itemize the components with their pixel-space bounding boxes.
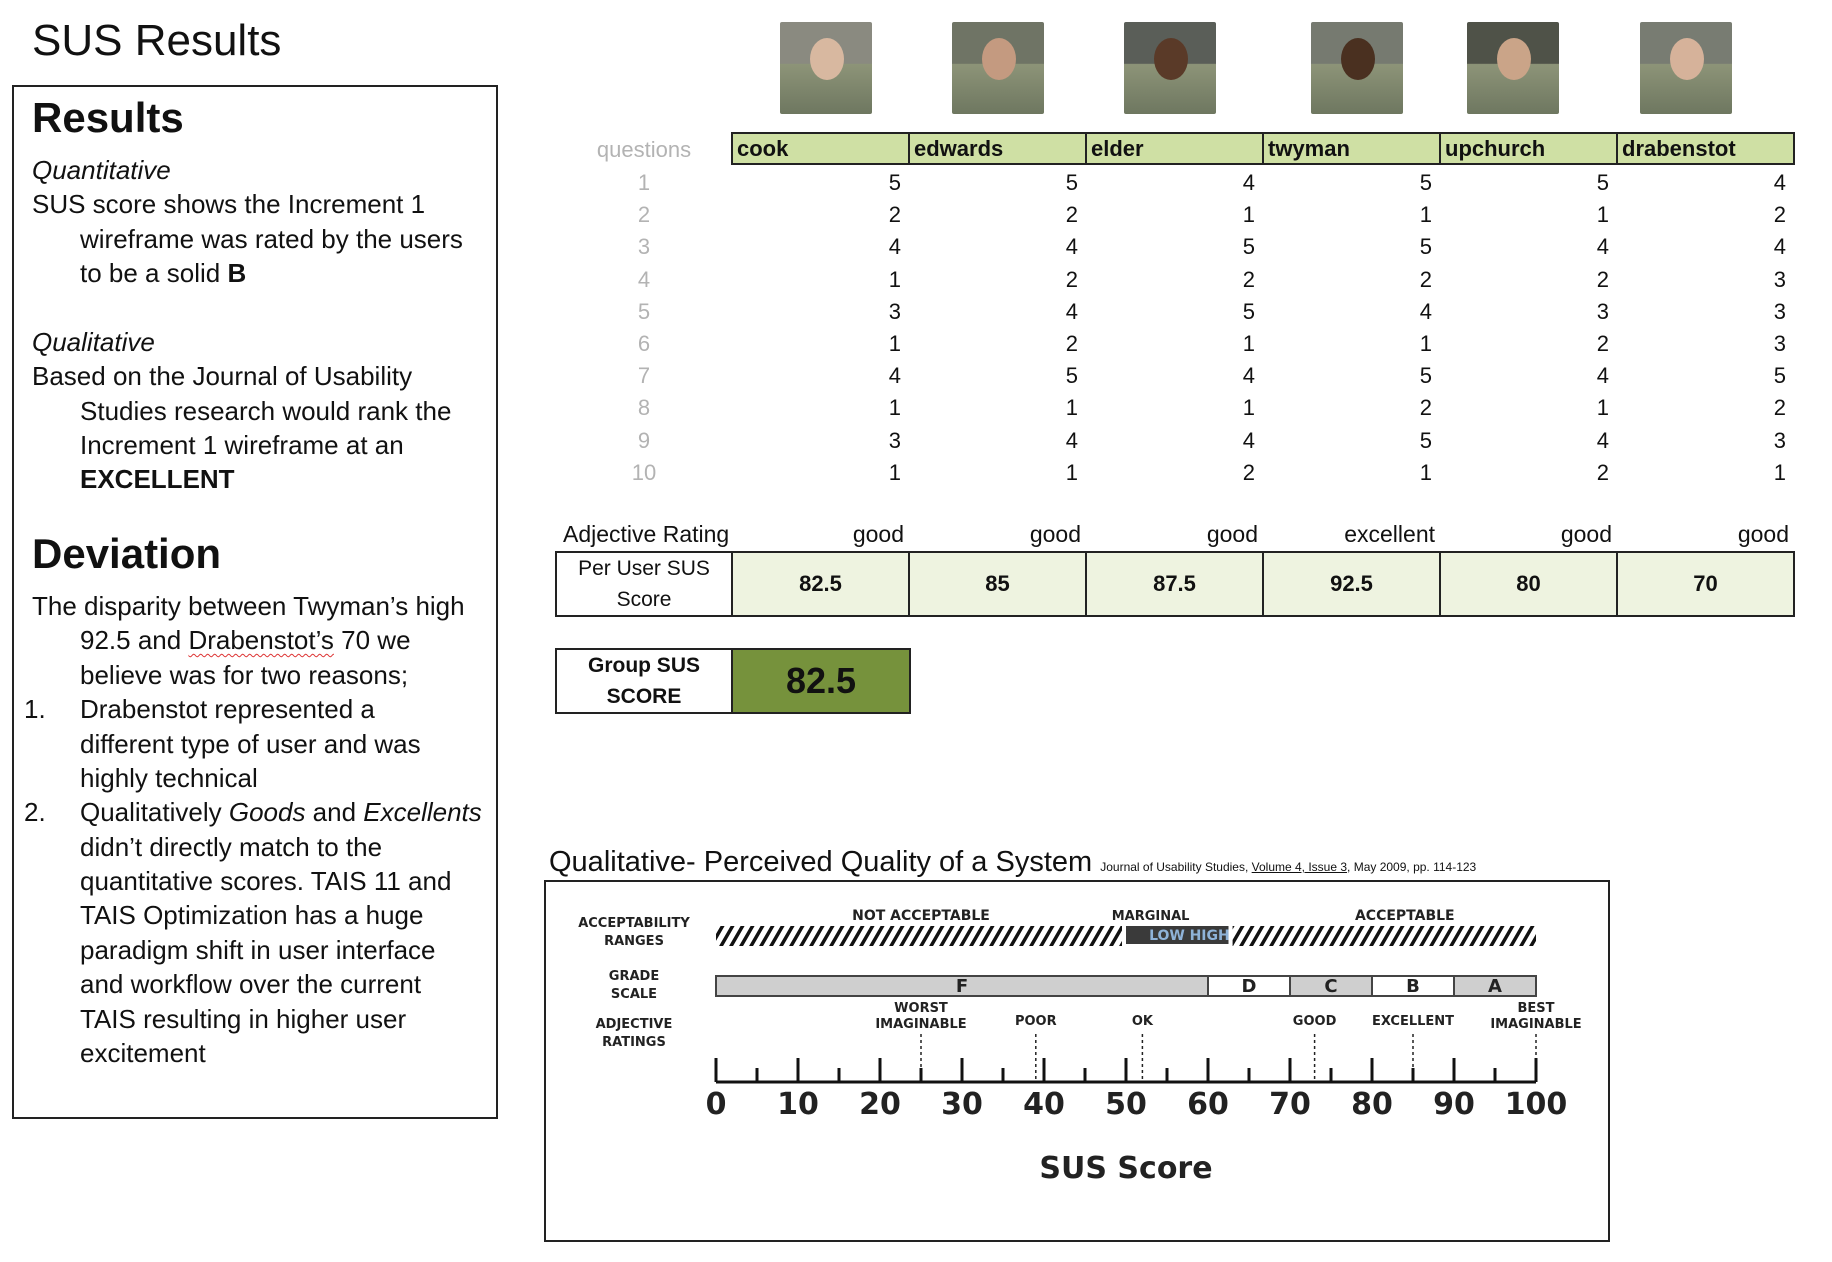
- axis-tick-label: 20: [859, 1087, 901, 1122]
- acceptability-label-1: ACCEPTABILITY: [578, 916, 690, 931]
- item-2-line-1: [80, 795, 482, 829]
- group-label-line-2: SCORE: [606, 685, 682, 708]
- per-user-sus-drabenstot: 70: [1616, 551, 1795, 617]
- axis-tick-label: 30: [941, 1087, 983, 1122]
- score-cell: 4: [1596, 427, 1609, 453]
- qual-line-1: Based on the Journal of Usability: [32, 361, 413, 391]
- grade-letter: D: [1241, 976, 1257, 997]
- dev-line-2-name: Drabenstot’s: [188, 625, 334, 655]
- item-2-number: 2.: [24, 797, 46, 827]
- user-photo-edwards: [952, 22, 1044, 114]
- rating-label: OK: [1131, 1014, 1153, 1029]
- score-cell: 1: [1596, 202, 1609, 228]
- score-cell: 5: [1419, 363, 1432, 389]
- per-user-sus-twyman: 92.5: [1262, 551, 1441, 617]
- question-number: 8: [637, 395, 651, 421]
- axis-tick-label: 0: [705, 1087, 727, 1122]
- face-shape: [1670, 38, 1704, 80]
- score-cell: 5: [1419, 170, 1432, 195]
- item-2-line-1-a: Qualitatively: [80, 797, 229, 827]
- citation-link: Volume 4, Issue 3: [1251, 860, 1348, 874]
- grade-letter: C: [1324, 976, 1338, 997]
- group-sus-label: [555, 648, 733, 714]
- face-shape: [982, 38, 1016, 80]
- quant-line-3: [80, 256, 246, 290]
- hatch-acceptable: [1233, 926, 1536, 946]
- score-cell: 1: [888, 266, 901, 292]
- item-1-line-2: different type of user and was: [80, 729, 421, 759]
- user-photo-drabenstot: [1640, 22, 1732, 114]
- score-cell: 4: [1596, 363, 1609, 389]
- group-sus-score: 82.5: [731, 648, 911, 714]
- question-number: 9: [637, 427, 651, 453]
- score-cell: 2: [1419, 395, 1432, 421]
- user-photo-twyman: [1311, 22, 1403, 114]
- score-cell: 4: [1773, 234, 1786, 260]
- adjective-label-1: ADJECTIVE: [595, 1017, 673, 1032]
- column-header-drabenstot: drabenstot: [1616, 132, 1795, 165]
- rating-label: WORST: [894, 1001, 948, 1016]
- score-cell: 4: [1242, 170, 1255, 195]
- score-cell: 2: [1242, 459, 1255, 485]
- score-cell: 2: [1773, 202, 1786, 228]
- score-cell: 1: [888, 395, 901, 421]
- item-1-line-3: highly technical: [80, 763, 258, 793]
- item-2-line-6: and workflow over the current: [80, 969, 422, 999]
- axis-title: SUS Score: [1039, 1151, 1213, 1186]
- score-cell: 4: [1065, 427, 1078, 453]
- axis-tick-label: 50: [1105, 1087, 1147, 1122]
- grade-label-1: GRADE: [608, 969, 660, 984]
- adjective-rating-label: Adjective Rating: [563, 521, 730, 547]
- item-2-line-5: paradigm shift in user interface: [80, 935, 436, 965]
- citation-pre: Journal of Usability Studies,: [1100, 860, 1252, 874]
- adjective-rating-edwards: good: [1029, 521, 1081, 547]
- range-marginal: MARGINAL: [1111, 909, 1190, 924]
- score-cell: 4: [1596, 234, 1609, 260]
- axis-tick-label: 60: [1187, 1087, 1229, 1122]
- score-cell: 2: [1065, 202, 1078, 228]
- item-2-line-2: didn’t directly match to the: [80, 832, 383, 862]
- question-number: 2: [637, 202, 651, 228]
- score-cell: 2: [1419, 266, 1432, 292]
- reference-citation: [1100, 860, 1476, 874]
- grade-label-2: SCALE: [610, 987, 658, 1002]
- score-cell: 1: [888, 331, 901, 356]
- score-cell: 5: [1242, 234, 1255, 260]
- sus-scale-figure: [544, 880, 1610, 1242]
- score-cell: 1: [1242, 331, 1255, 356]
- deviation-heading: Deviation: [32, 530, 222, 577]
- per-user-sus-edwards: 85: [908, 551, 1087, 617]
- score-cell: 2: [1596, 266, 1609, 292]
- score-cell: 2: [1596, 459, 1609, 485]
- face-shape: [1154, 38, 1188, 80]
- grade-letter: F: [955, 976, 969, 997]
- dev-line-2-b: 70 we: [333, 625, 411, 655]
- dev-line-3: believe was for two reasons;: [80, 660, 409, 690]
- score-cell: 3: [888, 427, 901, 453]
- score-cell: 5: [1242, 298, 1255, 324]
- per-user-sus-label: [555, 551, 733, 617]
- score-cell: 4: [1242, 363, 1255, 389]
- score-cell: 5: [1773, 363, 1786, 389]
- qualitative-label: Qualitative: [32, 327, 155, 357]
- reference-title: [549, 846, 1476, 879]
- score-cell: 1: [888, 459, 901, 485]
- score-cell: 3: [1773, 427, 1786, 453]
- score-cell: 5: [888, 170, 901, 195]
- question-number: 10: [631, 459, 657, 485]
- score-cell: 4: [1419, 298, 1432, 324]
- per-user-sus-cook: 82.5: [731, 551, 910, 617]
- range-acceptable: ACCEPTABLE: [1354, 908, 1455, 924]
- citation-post: , May 2009, pp. 114-123: [1347, 860, 1477, 874]
- item-2-goods: Goods: [228, 797, 306, 827]
- axis-tick-label: 40: [1023, 1087, 1065, 1122]
- column-header-twyman: twyman: [1262, 132, 1441, 165]
- question-number: 4: [637, 266, 651, 292]
- score-cell: 2: [1065, 266, 1078, 292]
- score-cell: 5: [1596, 170, 1609, 195]
- grade-letter: A: [1488, 976, 1502, 997]
- questions-label: questions: [596, 137, 692, 162]
- score-cell: 3: [1773, 298, 1786, 324]
- acceptability-label-2: RANGES: [604, 934, 664, 949]
- score-cell: 4: [888, 363, 901, 389]
- score-cell: 1: [1419, 459, 1432, 485]
- face-shape: [810, 38, 844, 80]
- score-cell: 5: [1065, 170, 1078, 195]
- rating-label: GOOD: [1292, 1014, 1337, 1029]
- grade-b: B: [227, 258, 247, 288]
- score-cell: 2: [1596, 331, 1609, 356]
- question-number: 5: [637, 298, 651, 324]
- score-cell: 2: [1773, 395, 1786, 421]
- dev-line-1: The disparity between Twyman’s high: [32, 591, 465, 621]
- range-high: HIGH: [1189, 928, 1230, 944]
- item-1-line-1: Drabenstot represented a: [80, 694, 375, 724]
- adjective-label-2: RATINGS: [602, 1035, 666, 1050]
- per-user-label-line-2: Score: [616, 588, 672, 611]
- score-cell: 1: [1773, 459, 1786, 485]
- rating-label-2: IMAGINABLE: [875, 1017, 967, 1032]
- score-cell: 3: [888, 298, 901, 324]
- per-user-label-line-1: Per User SUS: [578, 557, 710, 580]
- sus-scale-graphic: [546, 882, 1608, 1240]
- score-cell: 5: [1419, 427, 1432, 453]
- axis-tick-label: 70: [1269, 1087, 1311, 1122]
- quantitative-label: Quantitative: [32, 155, 171, 185]
- score-cell: 1: [1065, 395, 1078, 421]
- hatch-not-acceptable: [716, 926, 1122, 946]
- column-header-upchurch: upchurch: [1439, 132, 1618, 165]
- question-number: 1: [637, 170, 651, 195]
- column-header-elder: elder: [1085, 132, 1264, 165]
- adjective-rating-drabenstot: good: [1737, 521, 1789, 547]
- score-cell: 2: [1065, 331, 1078, 356]
- column-header-cook: cook: [731, 132, 910, 165]
- item-2-line-7: TAIS resulting in higher user: [80, 1004, 407, 1034]
- dev-line-2-a: 92.5 and: [80, 625, 189, 655]
- results-panel: [12, 85, 498, 1119]
- face-shape: [1497, 38, 1531, 80]
- rating-label: BEST: [1517, 1001, 1555, 1016]
- score-cell: 3: [1596, 298, 1609, 324]
- axis-tick-label: 10: [777, 1087, 819, 1122]
- axis-tick-label: 100: [1504, 1087, 1568, 1122]
- score-cell: 4: [1065, 234, 1078, 260]
- adjective-rating-elder: good: [1206, 521, 1258, 547]
- qual-line-4: EXCELLENT: [80, 464, 235, 494]
- adjective-rating-twyman: excellent: [1344, 521, 1435, 547]
- adjective-rating-cook: good: [852, 521, 904, 547]
- adjective-rating-upchurch: good: [1560, 521, 1612, 547]
- score-cell: 1: [1419, 331, 1432, 356]
- qual-line-2: Studies research would rank the: [80, 396, 452, 426]
- user-photo-cook: [780, 22, 872, 114]
- per-user-sus-upchurch: 80: [1439, 551, 1618, 617]
- score-cell: 4: [1065, 298, 1078, 324]
- page-title: SUS Results: [32, 16, 282, 65]
- quant-line-1: SUS score shows the Increment 1: [32, 189, 426, 219]
- score-cell: 2: [888, 202, 901, 228]
- dev-line-2: [80, 623, 411, 657]
- score-cell: 2: [1242, 266, 1255, 292]
- rating-label: POOR: [1014, 1014, 1057, 1029]
- per-user-sus-elder: 87.5: [1085, 551, 1264, 617]
- range-low: LOW: [1149, 928, 1185, 944]
- score-cell: 1: [1596, 395, 1609, 421]
- rating-label-2: IMAGINABLE: [1490, 1017, 1582, 1032]
- group-label-line-1: Group SUS: [587, 654, 700, 677]
- score-cell: 4: [1773, 170, 1786, 195]
- axis-tick-label: 80: [1351, 1087, 1393, 1122]
- score-cell: 1: [1242, 395, 1255, 421]
- score-cell: 4: [1242, 427, 1255, 453]
- user-photo-upchurch: [1467, 22, 1559, 114]
- item-2-line-4: TAIS Optimization has a huge: [80, 900, 424, 930]
- quant-line-2: wireframe was rated by the users: [80, 224, 463, 254]
- item-1-number: 1.: [24, 694, 46, 724]
- score-cell: 1: [1065, 459, 1078, 485]
- score-cell: 5: [1419, 234, 1432, 260]
- axis-tick-label: 90: [1433, 1087, 1475, 1122]
- question-number: 6: [637, 331, 651, 356]
- grade-letter: B: [1406, 976, 1420, 997]
- rating-label: EXCELLENT: [1371, 1014, 1455, 1029]
- face-shape: [1341, 38, 1375, 80]
- question-number: 3: [637, 234, 651, 260]
- results-heading: Results: [32, 94, 184, 141]
- score-cell: 1: [1419, 202, 1432, 228]
- qual-line-3: Increment 1 wireframe at an: [80, 430, 404, 460]
- item-2-line-3: quantitative scores. TAIS 11 and: [80, 866, 452, 896]
- question-number: 7: [637, 363, 651, 389]
- column-header-edwards: edwards: [908, 132, 1087, 165]
- score-cell: 3: [1773, 266, 1786, 292]
- score-cell: 3: [1773, 331, 1786, 356]
- score-cell: 5: [1065, 363, 1078, 389]
- reference-title-text: Qualitative- Perceived Quality of a System: [549, 846, 1093, 878]
- quant-line-3-text: to be a solid: [80, 258, 228, 288]
- score-cell: 1: [1242, 202, 1255, 228]
- item-2-line-1-c: and: [305, 797, 364, 827]
- item-2-line-8: excitement: [80, 1038, 206, 1068]
- item-2-excellents: Excellents: [363, 797, 482, 827]
- user-photo-elder: [1124, 22, 1216, 114]
- range-not-acceptable: NOT ACCEPTABLE: [852, 908, 990, 924]
- score-cell: 4: [888, 234, 901, 260]
